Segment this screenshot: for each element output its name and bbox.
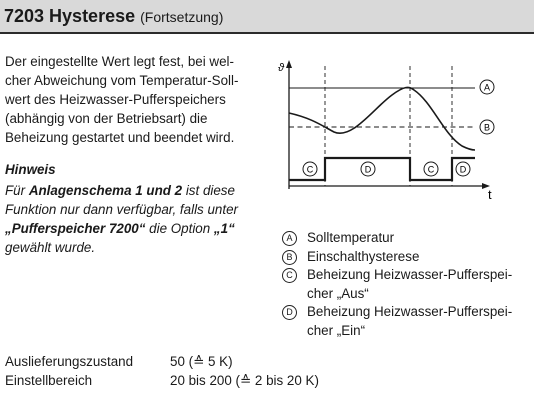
note-text: ist diese	[182, 183, 235, 198]
legend-item-hysteresis	[282, 248, 532, 267]
svg-text:A: A	[483, 82, 491, 93]
svg-text:C: C	[306, 164, 314, 175]
note-line: gewählt wurde.	[5, 240, 96, 255]
state-label-on	[456, 162, 470, 176]
temperature-curve	[289, 87, 475, 150]
legend-text: cher „Aus“	[307, 285, 369, 301]
note-line	[5, 219, 275, 238]
hysteresis-diagram	[276, 52, 532, 202]
legend-letter: A	[282, 231, 297, 246]
legend-text: cher „Ein“	[307, 322, 366, 338]
note-text: Für	[5, 183, 29, 198]
note-body	[5, 181, 275, 257]
callout-setpoint	[480, 80, 494, 94]
legend-text: Einschalthysterese	[307, 248, 420, 264]
svg-text:B: B	[483, 122, 491, 133]
description-line: wert des Heizwasser-Pufferspeichers	[5, 92, 226, 107]
note-line	[5, 181, 275, 200]
page-header	[0, 0, 534, 34]
note-line: Funktion nur dann verfügbar, falls unter	[5, 202, 238, 217]
note-heading: Hinweis	[5, 162, 56, 177]
legend-text: Solltemperatur	[307, 230, 395, 245]
settings-label: Auslieferungszustand	[5, 354, 134, 369]
callout-hysteresis	[480, 120, 494, 134]
note-emphasis: „1“	[213, 221, 235, 236]
state-label-off	[303, 162, 317, 176]
description-line: cher Abweichung vom Temperatur-Soll-	[5, 73, 239, 88]
page-title	[4, 6, 223, 27]
settings-value: 50 (≙ 5 K)	[170, 354, 233, 369]
legend-item-heating-off	[282, 266, 532, 303]
title-subtitle: (Fortsetzung)	[140, 9, 224, 25]
note-emphasis: Anlagenschema 1 und 2	[28, 183, 183, 198]
legend-text: Beheizung Heizwasser-Pufferspei-	[307, 304, 513, 319]
legend-letter: D	[282, 305, 297, 320]
legend-letter: C	[282, 268, 297, 283]
title-text: 7203 Hysterese	[4, 6, 136, 26]
state-label-off	[424, 162, 438, 176]
svg-text:D: D	[364, 164, 372, 175]
description-paragraph	[5, 52, 270, 147]
settings-label: Einstellbereich	[5, 372, 93, 388]
y-axis-arrow	[286, 60, 292, 68]
svg-text:C: C	[427, 164, 435, 175]
note-emphasis: „Pufferspeicher 7200“	[5, 221, 146, 236]
y-axis-label: ϑ	[278, 62, 285, 74]
description-line: Der eingestellte Wert legt fest, bei wel-	[5, 54, 234, 69]
legend-item-heating-on	[282, 303, 532, 340]
settings-value: 20 bis 200 (≙ 2 bis 20 K)	[170, 372, 319, 388]
x-axis-label: t	[488, 187, 492, 202]
legend-text: Beheizung Heizwasser-Pufferspei-	[307, 267, 513, 282]
description-line: (abhängig von der Betriebsart) die	[5, 111, 208, 126]
description-line: Beheizung gestartet und beendet wird.	[5, 130, 235, 145]
svg-text:D: D	[459, 164, 467, 175]
note-text: die Option	[145, 221, 214, 236]
state-label-on	[361, 162, 375, 176]
legend-item-setpoint	[282, 229, 532, 248]
legend-letter: B	[282, 250, 297, 265]
legend	[282, 229, 532, 340]
